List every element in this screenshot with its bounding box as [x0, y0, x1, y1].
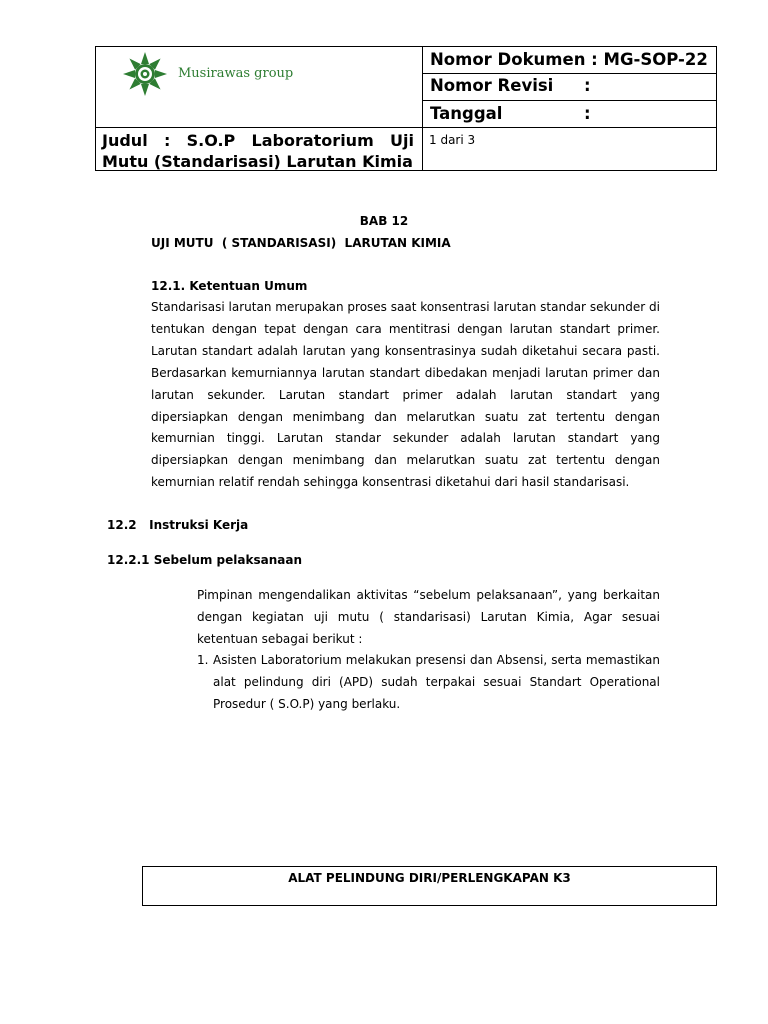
document-header-table — [95, 46, 717, 171]
title-word: Laboratorium — [251, 131, 374, 150]
list-item-text: Asisten Laboratorium melakukan presensi dan Absensi, serta memastikan alat pelindung diri (APD) sudah terpakai sesuai Standart Operational Prosedur ( S.O.P) yang berlaku. — [213, 653, 660, 711]
document-number: Nomor Dokumen : MG-SOP-22 — [430, 50, 708, 69]
section-heading-12-2: 12.2 Instruksi Kerja — [107, 518, 249, 532]
header-divider — [422, 100, 716, 101]
page-info: 1 dari 3 — [429, 133, 476, 147]
document-title-line2: Mutu (Standarisasi) Larutan Kimia — [102, 152, 413, 171]
header-divider — [422, 73, 716, 74]
document-date — [430, 104, 591, 123]
section-heading-12-2-1: 12.2.1 Sebelum pelaksanaan — [107, 553, 302, 567]
company-name: Musirawas group — [178, 66, 294, 81]
section-heading-12-1: 12.1. Ketentuan Umum — [151, 279, 308, 293]
section-paragraph-12-1: Standarisasi larutan merupakan proses saat konsentrasi larutan standar sekunder di tentukan dengan tepat dengan cara mentitrasi dengan larutan standart primer. Larutan standart adalah larutan yang konsentrasinya sudah diketahui secara pasti. Berdasarkan kemurniannya larutan standart dibedakan menjadi larutan primer dan larutan sekunder. Larutan standart primer adalah larutan standart yang dipersiapkan dengan menimbang dan melarutkan suatu zat tertentu dengan kemurnian tinggi. Larutan standar sekunder adalah larutan standart yang dipersiapkan dengan menimbang dan melarutkan suatu zat tertentu dengan kemurnian relatif rendah sehingga konsentrasi diketahui dari hasil standarisasi. — [151, 300, 660, 490]
title-word: Judul — [102, 131, 148, 150]
apd-table — [142, 866, 717, 906]
apd-table-title: ALAT PELINDUNG DIRI/PERLENGKAPAN K3 — [288, 871, 571, 885]
list-item — [197, 650, 660, 716]
document-title-line1 — [102, 130, 414, 151]
title-word: S.O.P — [186, 131, 236, 150]
revision-label: Nomor Revisi — [430, 76, 554, 95]
instruction-list — [197, 650, 660, 716]
list-item-number: 1. — [197, 653, 209, 667]
header-divider — [96, 127, 716, 128]
company-logo-icon — [122, 51, 168, 97]
date-value: : — [584, 104, 591, 123]
date-label: Tanggal — [430, 104, 503, 123]
title-word: Uji — [390, 131, 414, 150]
title-word: : — [163, 131, 171, 150]
chapter-title: UJI MUTU ( STANDARISASI) LARUTAN KIMIA — [151, 236, 451, 250]
revision-number — [430, 76, 591, 95]
document-title — [102, 130, 414, 172]
chapter-number: BAB 12 — [359, 214, 409, 228]
header-divider-vertical — [422, 47, 423, 170]
revision-value: : — [584, 76, 591, 95]
section-paragraph-12-2-1: Pimpinan mengendalikan aktivitas “sebelum pelaksanaan”, yang berkaitan dengan kegiatan uji mutu ( standarisasi) Larutan Kimia, Agar sesuai ketentuan sebagai berikut : — [197, 588, 660, 646]
